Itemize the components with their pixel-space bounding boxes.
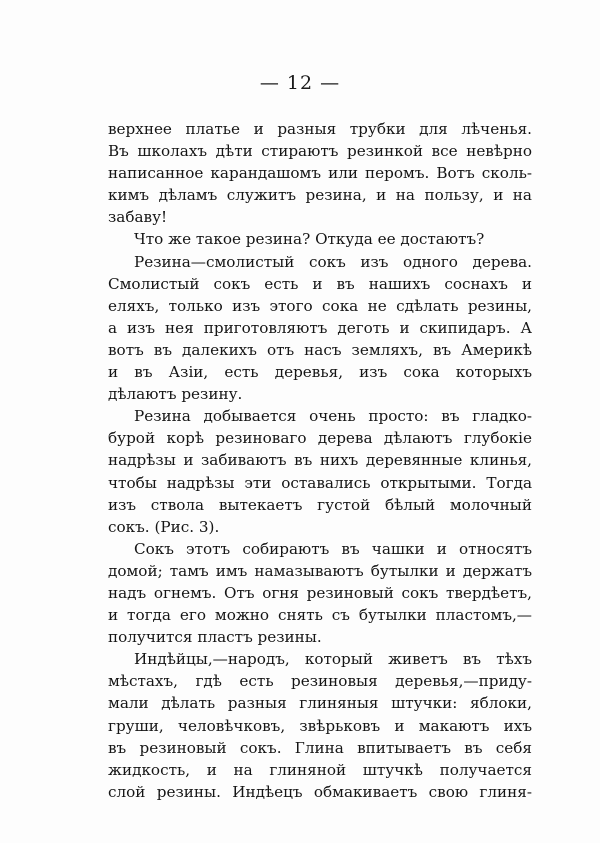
text-line: сокъ. (Рис. 3). (108, 517, 220, 536)
text-line: и тогда его можно снять съ бутылки пластомъ,— (108, 606, 532, 625)
text-line: еляхъ, только изъ этого сока не сдѣлать резины, (108, 296, 532, 315)
text-line: мали дѣлать разныя глиняныя штучки: яблоки, (108, 694, 532, 713)
body-text (108, 118, 532, 803)
paragraph (108, 538, 532, 648)
text-line: домой; тамъ имъ намазываютъ бутылки и держатъ (108, 561, 532, 580)
text-line: Что же такое резина? Откуда ее достаютъ? (134, 230, 485, 249)
text-line: а изъ нея приготовляютъ деготь и скипидаръ. А (108, 318, 532, 337)
text-line: груши, человѣчковъ, звѣрьковъ и макаютъ ихъ (108, 716, 532, 735)
text-line: Сокъ этотъ собираютъ въ чашки и относятъ (134, 539, 532, 558)
text-line: Смолистый сокъ есть и въ нашихъ соснахъ и (108, 274, 532, 293)
text-line: жидкость, и на глиняной штучкѣ получается (108, 760, 532, 779)
text-line: мѣстахъ, гдѣ есть резиновыя деревья,—приду- (108, 672, 532, 691)
text-line: и въ Азіи, есть деревья, изъ сока которыхъ (108, 363, 532, 382)
text-line: забаву! (108, 208, 168, 227)
text-line: изъ ствола вытекаетъ густой бѣлый молочный (108, 495, 532, 514)
paragraph (108, 648, 532, 803)
text-line: надрѣзы и забиваютъ въ нихъ деревянные клинья, (108, 451, 532, 470)
text-line: въ резиновый сокъ. Глина впитываетъ въ себя (108, 738, 532, 757)
text-line: Резина добывается очень просто: въ гладко- (134, 407, 532, 426)
text-line: кимъ дѣламъ служитъ резина, и на пользу, и на (108, 186, 532, 205)
paragraph (108, 228, 532, 250)
text-line: написанное карандашомъ или перомъ. Вотъ сколь- (108, 164, 532, 183)
text-line: Резина—смолистый сокъ изъ одного дерева. (134, 252, 532, 271)
paragraph (108, 251, 532, 406)
text-line: получится пластъ резины. (108, 628, 322, 647)
text-line: бурой корѣ резиноваго дерева дѣлаютъ глубокіе (108, 429, 532, 448)
page-number: — 12 — (259, 72, 341, 94)
text-line: вотъ въ далекихъ отъ насъ земляхъ, въ Америкѣ (108, 340, 532, 359)
text-line: верхнее платье и разныя трубки для лѣченья. (108, 120, 532, 138)
text-line: чтобы надрѣзы эти оставались открытыми. Тогда (108, 473, 532, 492)
paragraph (108, 118, 532, 228)
text-line: слой резины. Индѣецъ обмакиваетъ свою глиня- (108, 782, 532, 801)
text-line: Индѣйцы,—народъ, который живетъ въ тѣхъ (134, 650, 532, 669)
text-line: дѣлаютъ резину. (108, 385, 243, 404)
text-line: Въ школахъ дѣти стираютъ резинкой все невѣрно (108, 142, 532, 161)
text-line: надъ огнемъ. Отъ огня резиновый сокъ твердѣетъ, (108, 583, 532, 602)
paragraph (108, 405, 532, 538)
